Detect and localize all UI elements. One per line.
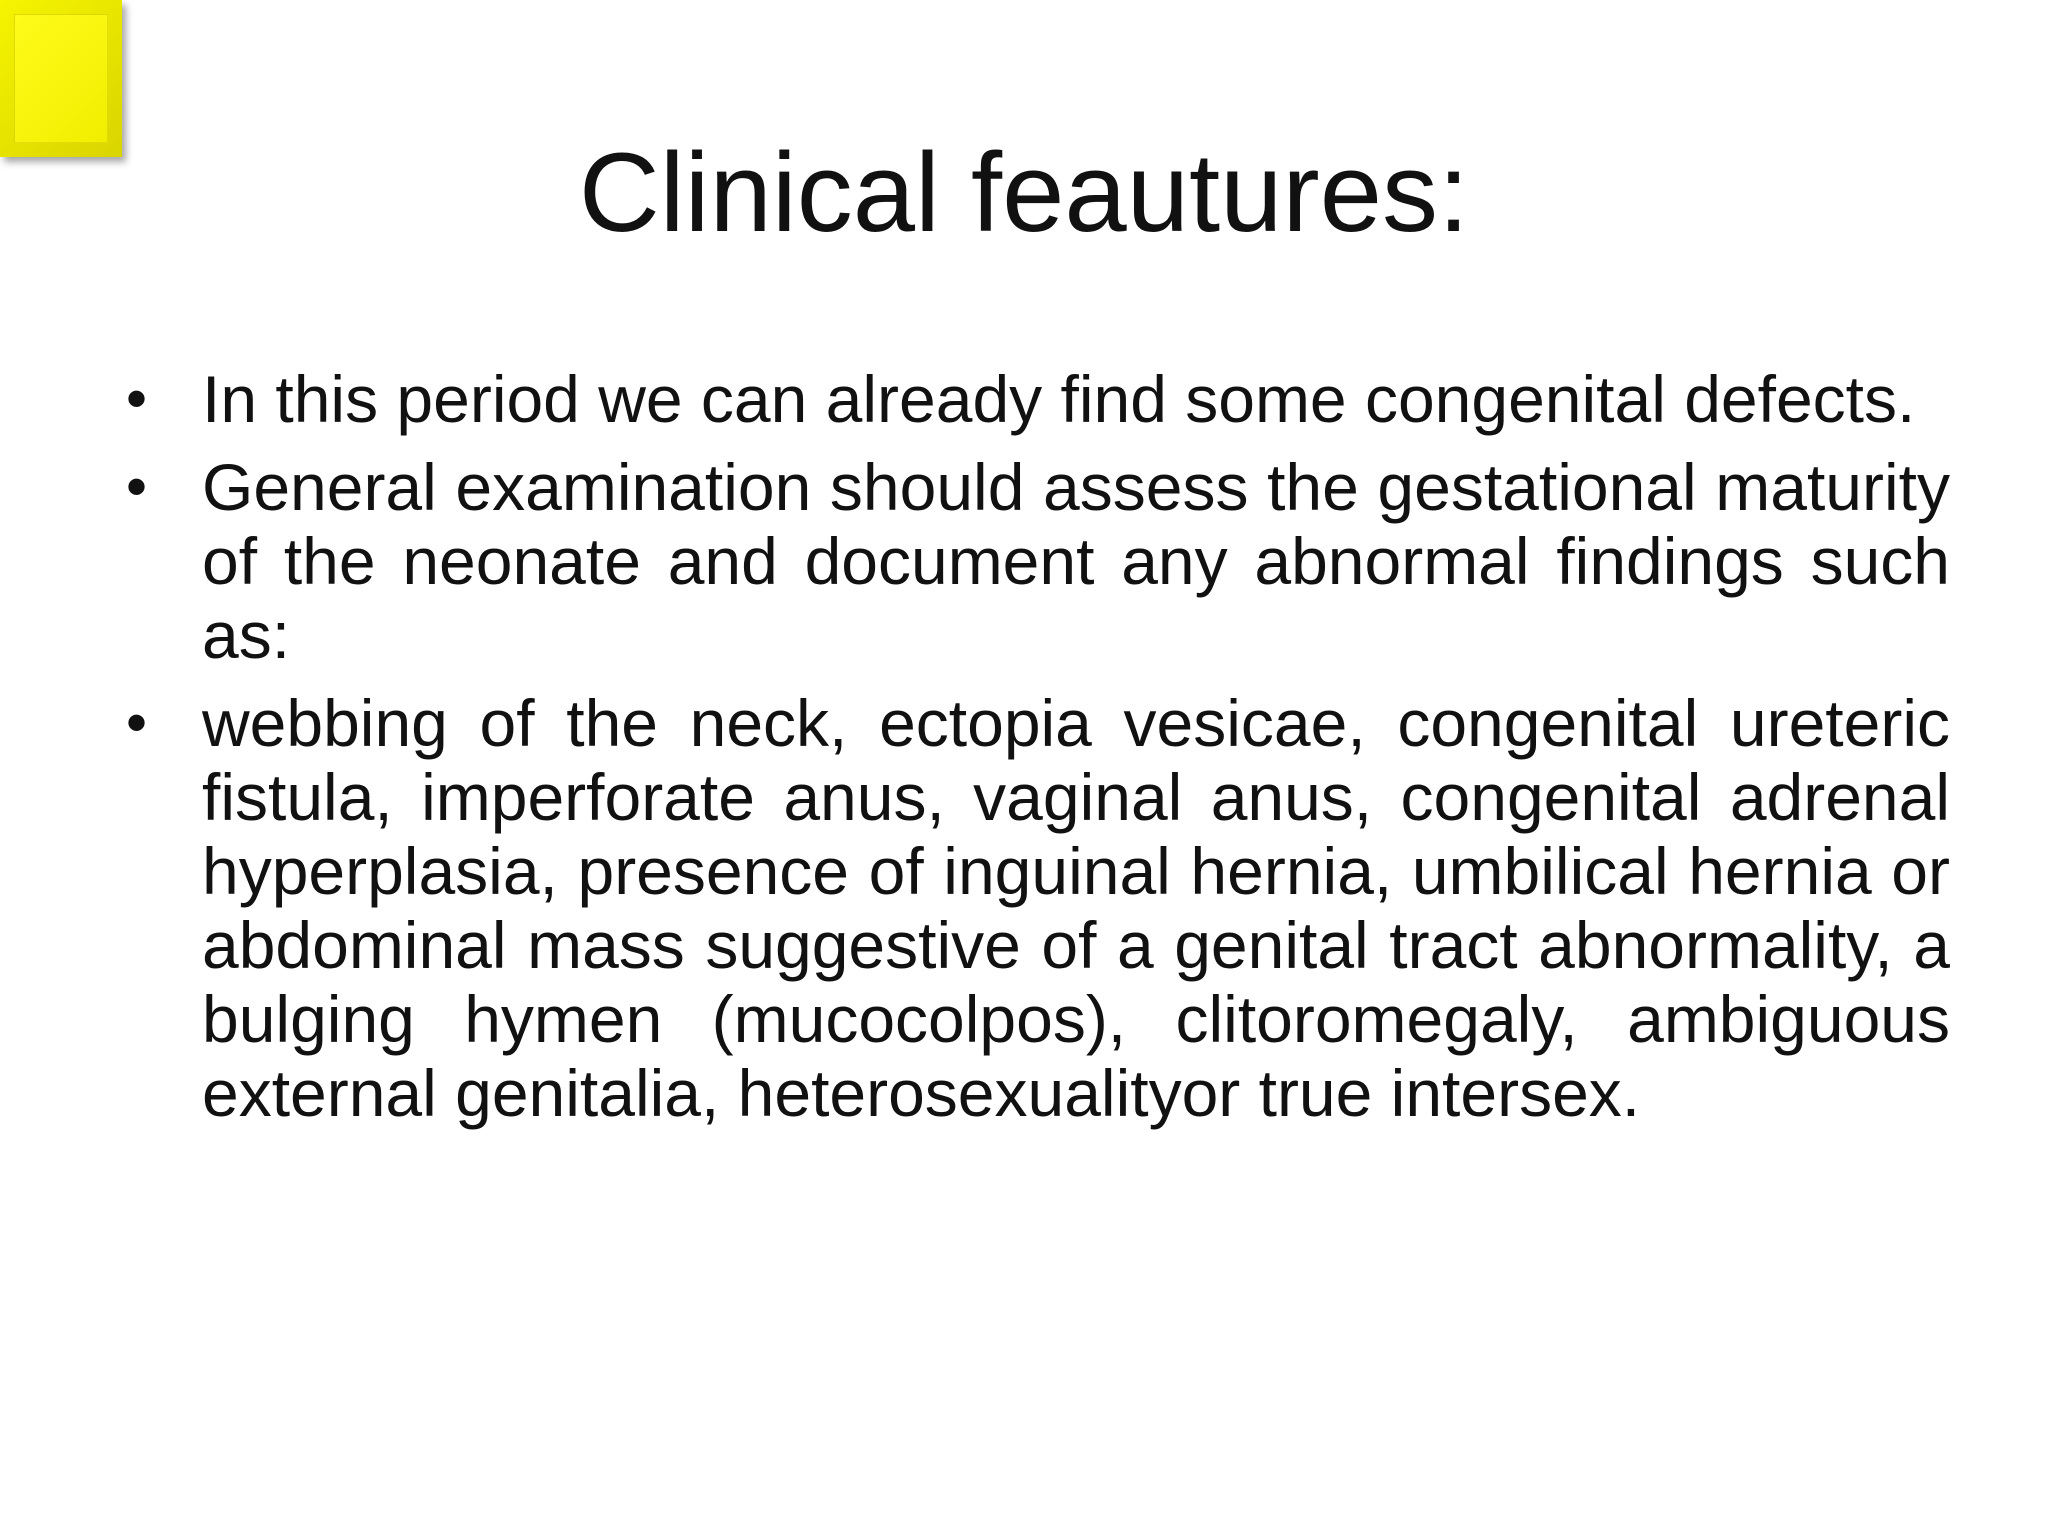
bullet-text: webbing of the neck, ectopia vesicae, congenital ureteric fistula, imperforate anus, vaginal anus, congenital adrenal hyperplasia, presence of inguinal hernia, umbilical hernia or abdominal mass suggestive of a genital tract abnormality, a bulging hymen (mucocolpos), clitoromegaly, ambiguous external genitalia, heterosexualityor true intersex. xyxy=(202,686,1950,1130)
bullet-icon: • xyxy=(126,453,148,520)
bullet-item xyxy=(120,362,1950,436)
bullet-item xyxy=(120,686,1950,1130)
bullet-item xyxy=(120,450,1950,672)
bullet-list xyxy=(120,362,1950,1144)
slide-title: Clinical feautures: xyxy=(578,130,1470,255)
bullet-text: General examination should assess the gestational maturity of the neonate and document any abnormal findings such as: xyxy=(202,450,1950,672)
bullet-icon: • xyxy=(126,365,148,432)
bullet-text: In this period we can already find some congenital defects. xyxy=(202,362,1916,436)
bullet-icon: • xyxy=(126,689,148,756)
